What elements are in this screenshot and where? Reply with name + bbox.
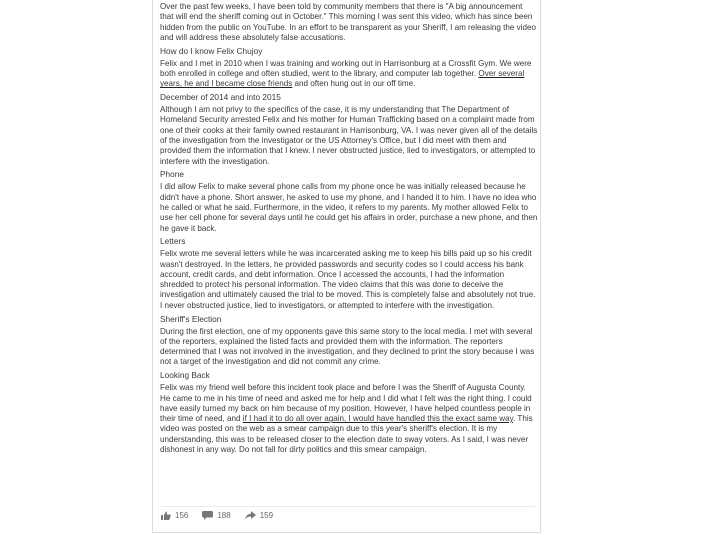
post-intro: Over the past few weeks, I have been told by community members that there is "A big announcement that will end the sheriff coming out in October." This morning I was sent this video, which has since been hidden from the public on YouTube. In an effort to be transparent as your Sheriff, I am releasing the video and will address these absolutely false accusations. [160,2,536,42]
share-count: 159 [259,511,274,520]
comment-icon [202,511,213,520]
paragraph-text: Although I am not privy to the specifics of the case, it is my understanding that The Department of Homeland Security arrested Felix and his mother for Human Trafficking based on a complaint made from one of their cooks at their family owned restaurant in Harrisonburg, VA. I was never given all of the details of the investigation from the investigator or the US Attorney's Office, but I did meet with them and provided them the information that I knew. I never obstructed justice, lied to investigators, or attempted to interfere with the investigation. [160,105,538,166]
section-paragraph [160,59,538,90]
section-heading: How do I know Felix Chujoy [160,45,263,56]
section-paragraph [160,383,538,455]
share-button[interactable] [245,511,273,520]
share-arrow-icon [245,511,256,520]
section-heading: Looking Back [160,370,210,381]
underlined-text: Over several years, he and I became close friends [160,68,525,89]
post-actions [161,511,287,520]
like-count: 156 [175,511,189,520]
post-body [160,2,538,458]
paragraph-text: and often hung out in our off time. [292,79,416,89]
actions-divider [160,506,535,507]
section-paragraph [160,327,538,368]
section-heading: December of 2014 and into 2015 [160,92,281,103]
section-paragraph [160,105,538,167]
comment-button[interactable] [202,511,230,520]
section-paragraph [160,182,538,233]
paragraph-text: Felix wrote me several letters while he was incarcerated asking me to keep his bills paid up so his credit wasn't destroyed. In the letters, he provided passwords and security codes so I could access his bank account, credit cards, and debt information. Once I accessed the accounts, I had the information shredded to protect his personal information. The video claims that this was done to deceive the investigation and ultimately caused the trial to be moved. This is completely false and absolutely not true. I never obstructed justice, lied to investigators, or attempted to interfere with the investigation. [160,249,536,310]
section-heading: Sheriff's Election [160,313,222,324]
paragraph-text: I did allow Felix to make several phone calls from my phone once he was initially released because he didn't have a phone. Short answer, he asked to use my phone, and I handed it to him. I have no idea who he called or what he said. Furthermore, in the video, it refers to my parents. My mother allowed Felix to use her cell phone for several days until he could get his affairs in order, purchase a new phone, and then he gave it back. [160,182,538,233]
comment-count: 188 [217,511,231,520]
thumbs-up-icon [161,511,171,520]
like-button[interactable] [161,511,188,520]
underlined-text: if I had it to do all over again, I would have handled this the exact same way [242,414,514,424]
section-paragraph [160,249,538,311]
paragraph-text: Felix was my friend well before this incident took place and before I was the Sheriff of Augusta County. He came to me in his time of need and asked me for help and I did what I felt was the right thing. I could have easily turned my back on him because of my position. However, I have helped countless people in their time of need, and [160,383,532,424]
section-heading: Phone [160,169,184,180]
paragraph-text: During the first election, one of my opponents gave this same story to the local media. I met with several of the reporters, explained the listed facts and provided them with the information. The reporters determined that I was not involved in the investigation, and they declined to print the story because I was not a target of the investigation and did not commit any crime. [160,326,535,367]
post-card [152,0,541,533]
section-heading: Letters [160,236,186,247]
paragraph-text: . This video was posted on the web as a smear campaign due to this year's sheriff's election. It is my understanding, this was to be released closer to the election date to sway voters. As I said, I was never dishonest in any way. Do not fall for dirty politics and this smear campaign. [160,414,533,454]
paragraph-text: Felix and I met in 2010 when I was training and working out in Harrisonburg at a Crossfit Gym. We were both enrolled in college and often studied, went to the library, and computer lab together. [160,58,532,78]
